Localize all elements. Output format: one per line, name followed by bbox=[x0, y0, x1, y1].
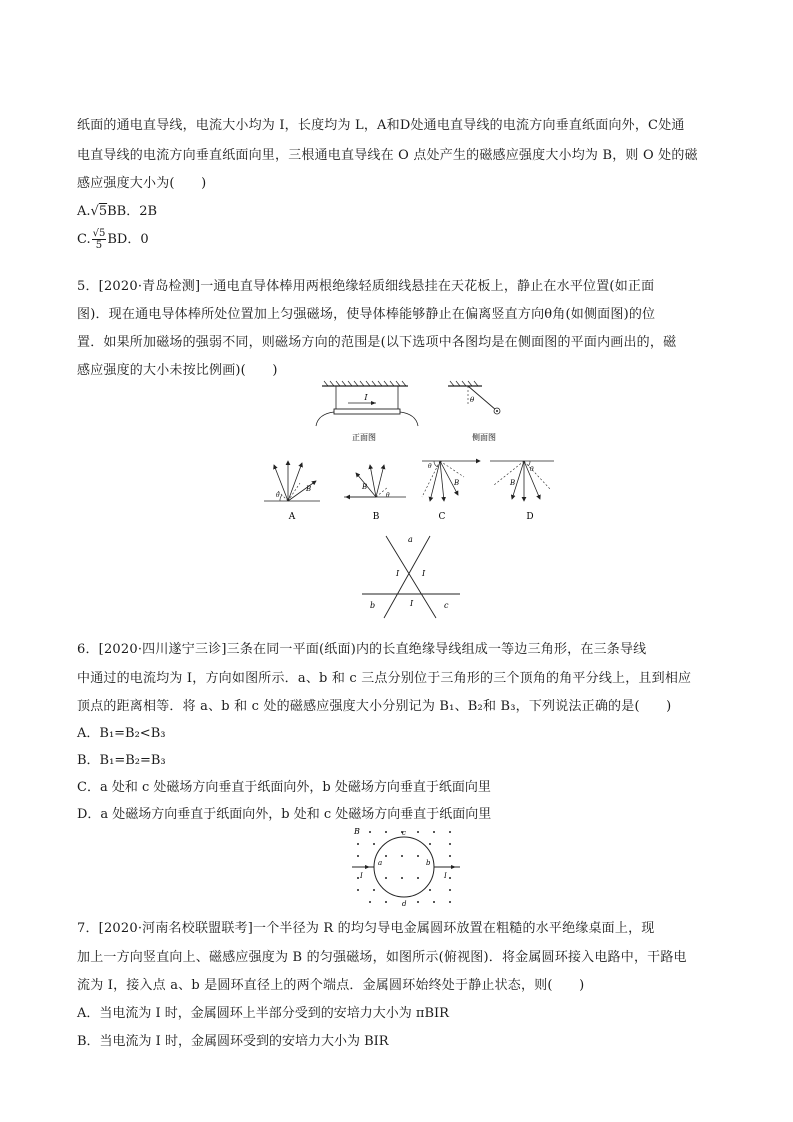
q4-line-1: 纸面的通电直导线，电流大小均为 I，长度均为 L，A和D处通电直导线的电流方向垂直纸面向外，C处通 bbox=[77, 118, 685, 133]
q4-option-c-numerator: √5 bbox=[92, 228, 106, 239]
q5-line-3: 置．如果所加磁场的强弱不同，则磁场方向的范围是(以下选项中各图均是在侧面图的平面内画出的，磁 bbox=[77, 335, 677, 350]
q4-line-3: 感应强度大小为( ) bbox=[77, 176, 207, 191]
q6-line-3: 顶点的距离相等．将 a、b 和 c 处的磁感应强度大小分别记为 B₁、B₂和 B₃，下列说法正确的是( ) bbox=[77, 699, 672, 714]
choice-d-b: B bbox=[510, 479, 516, 487]
q6-current-right: I bbox=[422, 569, 426, 578]
choice-c-theta: θ bbox=[428, 463, 432, 470]
q7-line-3: 流为 I，接入点 a、b 是圆环直径上的两个端点．金属圆环始终处于静止状态，则( ) bbox=[77, 978, 585, 993]
front-view-label: 正面图 bbox=[352, 433, 376, 442]
q6-current-left: I bbox=[396, 569, 400, 578]
q7-point-b: b bbox=[426, 859, 431, 867]
choice-c-b: B bbox=[454, 479, 460, 487]
sqrt-symbol: √ bbox=[90, 204, 99, 219]
q6-point-c: c bbox=[444, 601, 449, 610]
q6-option-c: C．a 处和 c 处磁场方向垂直于纸面向外，b 处磁场方向垂直于纸面向里 bbox=[77, 780, 491, 795]
choice-a-label: A bbox=[288, 512, 296, 522]
q6-line-1: 6．[2020·四川遂宁三诊]三条在同一平面(纸面)内的长直绝缘导线组成一等边三角形，在三条导线 bbox=[77, 642, 647, 657]
q4-option-c-denominator: 5 bbox=[95, 240, 103, 251]
q6-point-a: a bbox=[408, 535, 413, 544]
choice-d-label: D bbox=[526, 512, 534, 522]
q7-point-a: a bbox=[378, 859, 383, 867]
choice-c-label: C bbox=[438, 512, 446, 522]
q6-option-d: D．a 处磁场方向垂直于纸面向外，b 处和 c 处磁场方向垂直于纸面向里 bbox=[77, 807, 492, 822]
q5-top-figures bbox=[310, 380, 520, 452]
q6-triangle-figure bbox=[358, 532, 464, 622]
q7-point-d: d bbox=[402, 900, 407, 908]
q4-option-c-suffix: BD．0 bbox=[107, 232, 149, 247]
front-view-diagram bbox=[316, 381, 418, 426]
q7-line-2: 加上一方向竖直向上、磁感应强度为 B 的匀强磁场，如图所示(俯视图)．将金属圆环接入电路中，干路电 bbox=[77, 950, 687, 965]
choice-a-b: B bbox=[306, 485, 312, 493]
q5-line-1: 5．[2020·青岛检测]一通电直导体棒用两根绝缘轻质细线悬挂在天花板上，静止在水平位置(如正面 bbox=[77, 279, 655, 294]
choice-d-theta: θ bbox=[530, 466, 534, 473]
q7-field-label: B bbox=[354, 827, 360, 836]
choice-d-diagram bbox=[490, 461, 554, 501]
q7-ring-figure bbox=[352, 826, 462, 908]
q4-option-a-suffix: BB．2B bbox=[107, 204, 158, 219]
q4-option-ab bbox=[77, 200, 157, 219]
q4-option-a-prefix: A. bbox=[77, 204, 91, 219]
q7-option-a: A．当电流为 I 时，金属圆环上半部分受到的安培力大小为 πBIR bbox=[77, 1006, 449, 1021]
q6-current-bottom: I bbox=[410, 599, 414, 608]
side-theta-label: θ bbox=[470, 396, 475, 404]
choice-b-b: B bbox=[362, 483, 368, 491]
choice-a-diagram bbox=[264, 461, 320, 501]
choice-b-theta: θ bbox=[386, 492, 390, 499]
q5-choice-figures bbox=[258, 455, 568, 523]
q6-point-b: b bbox=[370, 601, 376, 610]
choice-a-theta: θ bbox=[276, 492, 280, 499]
choice-b-diagram bbox=[344, 465, 406, 497]
q4-option-cd bbox=[77, 228, 149, 251]
q4-option-a-radical: 5 bbox=[98, 204, 108, 219]
q7-point-c: c bbox=[402, 829, 406, 837]
q6-option-b: B．B₁=B₂=B₃ bbox=[77, 753, 166, 768]
q4-option-c-fraction bbox=[92, 228, 107, 251]
q4-line-2: 电直导线的电流方向垂直纸面向里，三根通电直导线在 O 点处产生的磁感应强度大小均为 B，则 O 处的磁 bbox=[77, 148, 698, 163]
q7-option-b: B．当电流为 I 时，金属圆环受到的安培力大小为 BIR bbox=[77, 1034, 389, 1049]
q6-line-2: 中通过的电流均为 I，方向如图所示．a、b 和 c 三点分别位于三角形的三个顶角的角平分线上，且到相应 bbox=[77, 671, 692, 686]
q7-current-right: I bbox=[444, 872, 447, 880]
q5-line-2: 图)．现在通电导体棒所处位置加上匀强磁场，使导体棒能够静止在偏离竖直方向θ角(如侧面图)的位 bbox=[77, 307, 656, 322]
q4-option-c-prefix: C. bbox=[77, 232, 91, 247]
q7-line-1: 7．[2020·河南名校联盟联考]一个半径为 R 的均匀导电金属圆环放置在粗糙的水平绝缘桌面上，现 bbox=[77, 921, 655, 936]
q5-line-4: 感应强度的大小未按比例画)( ) bbox=[77, 363, 278, 378]
q7-current-left: I bbox=[360, 872, 363, 880]
side-view-label: 侧面图 bbox=[472, 433, 496, 442]
choice-b-label: B bbox=[372, 512, 380, 522]
front-current-label: I bbox=[364, 393, 368, 402]
q6-option-a: A．B₁=B₂<B₃ bbox=[77, 726, 166, 741]
